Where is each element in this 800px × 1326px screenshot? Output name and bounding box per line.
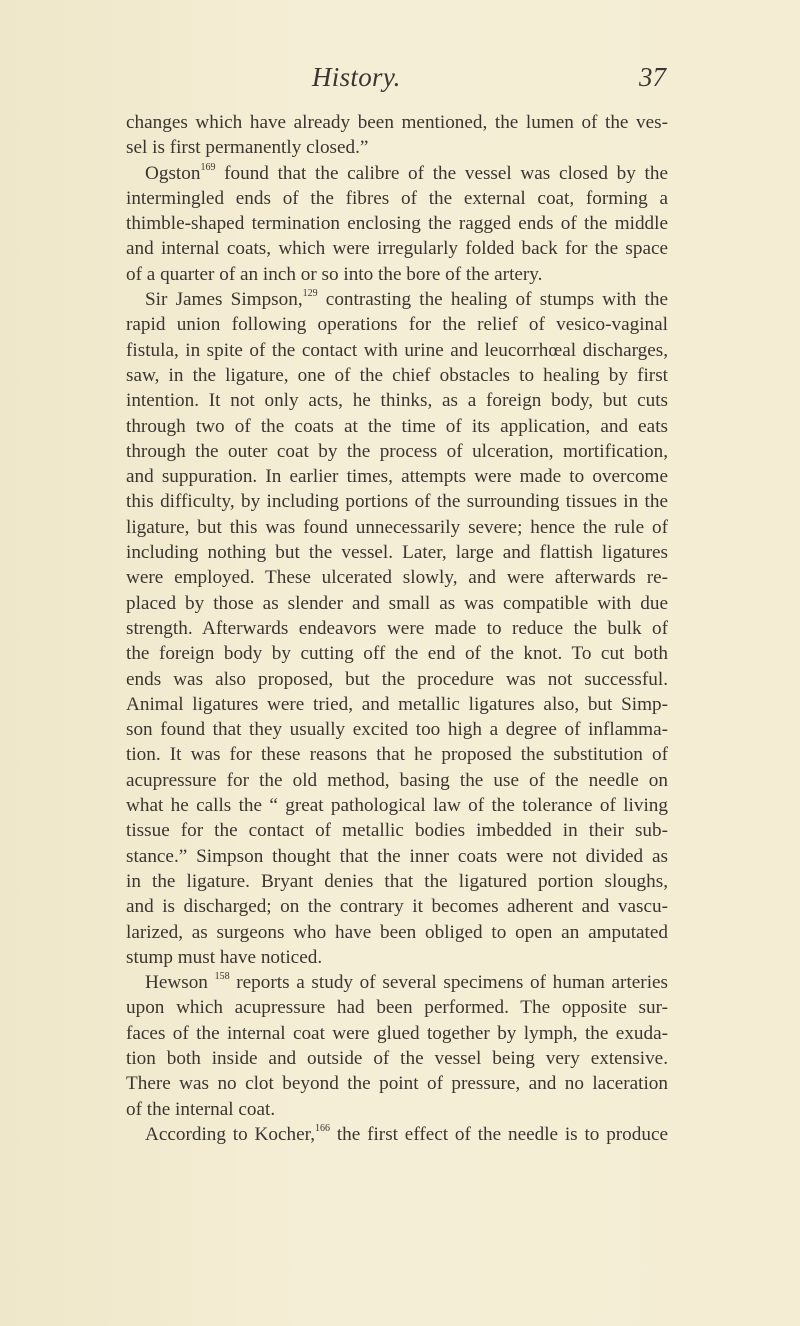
text-line: According to Kocher,$^{166}$ the first effect of the needle is to produce (145, 1122, 668, 1145)
text-line: ligature, but this was found unnecessarily severe; hence the rule of (126, 516, 668, 538)
text-line: and internal coats, which were irregularly folded back for the space (126, 238, 668, 260)
text-line: tion. It was for these reasons that he proposed the substitution of (126, 744, 668, 766)
text-line: in the ligature. Bryant denies that the ligatured portion sloughs, (126, 870, 668, 892)
footnote-ref: 169 (200, 161, 216, 173)
text-line: of the internal coat. (126, 1098, 276, 1120)
text-line: thimble-shaped termination enclosing the ragged ends of the middle (126, 213, 668, 235)
text-line: changes which have already been mentioned, the lumen of the ves- (126, 112, 668, 133)
footnote-ref: 129 (302, 288, 318, 300)
text-line: were employed. These ulcerated slowly, and were afterwards re- (126, 567, 668, 589)
text-line: stump must have noticed. (126, 946, 323, 968)
text-line: this difficulty, by including portions of the surrounding tissues in the (126, 491, 668, 513)
text-line: placed by those as slender and small as was compatible with due (126, 592, 668, 614)
text-line: and is discharged; on the contrary it becomes adherent and vascu- (126, 896, 668, 918)
text-line: including nothing but the vessel. Later, large and flattish ligatures (126, 542, 668, 564)
paragraph (126, 287, 668, 970)
text-line: Animal ligatures were tried, and metallic ligatures also, but Simp- (126, 693, 668, 715)
text-line: through two of the coats at the time of its application, and eats (126, 415, 668, 437)
text-line: the foreign body by cutting off the end of the knot. To cut both (126, 643, 668, 665)
text-line: saw, in the ligature, one of the chief obstacles to healing by first (126, 364, 668, 386)
paragraph (126, 110, 668, 161)
text-line: sel is first permanently closed.” (126, 137, 369, 159)
paragraph (126, 1122, 668, 1147)
text-line: Sir James Simpson,$^{129}$ contrasting the healing of stumps with the (145, 288, 668, 311)
paragraph (126, 161, 668, 287)
text-line: intention. It not only acts, he thinks, as a foreign body, but cuts (126, 390, 668, 412)
page-header (126, 62, 666, 102)
running-head: History. (312, 62, 401, 92)
paragraph (126, 970, 668, 1122)
text-line: upon which acupressure had been performed. The opposite sur- (126, 997, 668, 1019)
text-line: rapid union following operations for the relief of vesico-vaginal (126, 314, 668, 336)
text-line: of a quarter of an inch or so into the bore of the artery. (126, 263, 543, 285)
text-line: larized, as surgeons who have been obliged to open an amputated (126, 921, 668, 943)
text-line: tissue for the contact of metallic bodies imbedded in their sub- (126, 820, 668, 842)
text-line: Ogston$^{169}$ found that the calibre of the vessel was closed by the (145, 161, 668, 184)
text-line: fistula, in spite of the contact with urine and leucorrhœal discharges, (126, 339, 668, 361)
text-line: what he calls the “ great pathological law of the tolerance of living (126, 795, 668, 817)
text-line: Hewson $^{158}$ reports a study of several specimens of human arteries (145, 971, 669, 994)
text-line: tion both inside and outside of the vessel being very extensive. (126, 1047, 668, 1069)
text-line: and suppuration. In earlier times, attempts were made to overcome (126, 466, 668, 488)
page-number: 37 (639, 62, 666, 92)
text-line: son found that they usually excited too high a degree of inflamma- (126, 719, 668, 741)
text-line: faces of the internal coat were glued together by lymph, the exuda- (126, 1022, 668, 1044)
text-line: strength. Afterwards endeavors were made to reduce the bulk of (126, 617, 668, 639)
text-line: stance.” Simpson thought that the inner coats were not divided as (126, 845, 668, 867)
footnote-ref: 166 (315, 1122, 331, 1134)
text-line: There was no clot beyond the point of pressure, and no laceration (126, 1073, 668, 1095)
body-text (126, 110, 668, 1147)
text-line: acupressure for the old method, basing the use of the needle on (126, 769, 668, 791)
text-line: through the outer coat by the process of ulceration, mortification, (126, 440, 668, 462)
footnote-ref: 158 (214, 971, 230, 983)
text-line: ends was also proposed, but the procedure was not successful. (126, 668, 668, 690)
text-line: intermingled ends of the fibres of the external coat, forming a (126, 187, 668, 209)
